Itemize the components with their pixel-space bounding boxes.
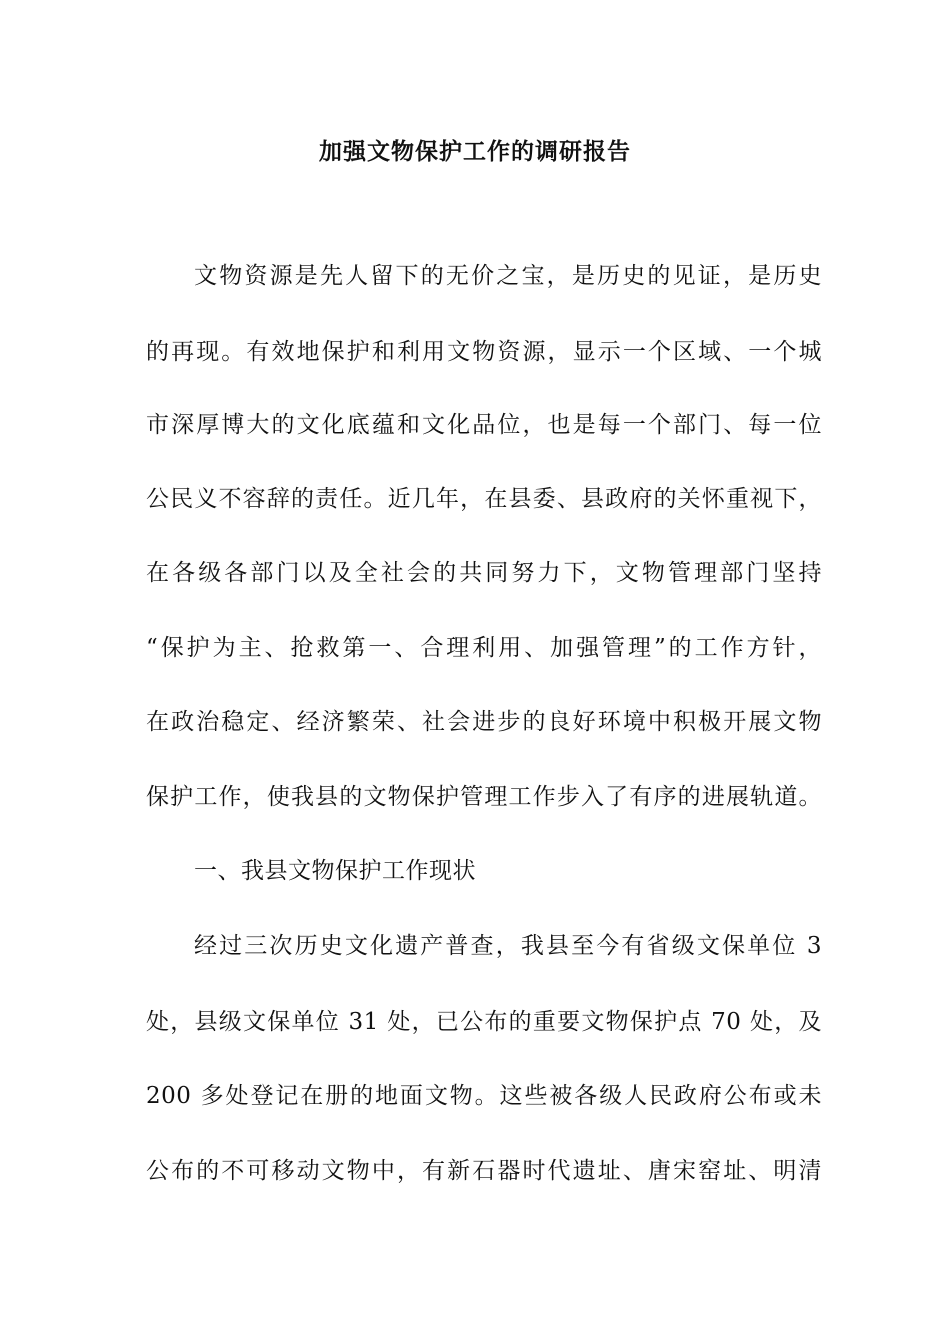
paragraph-line: 的再现。有效地保护和利用文物资源，显示一个区域、一个城 xyxy=(146,339,822,365)
paragraph-line: 在各级各部门以及全社会的共同努力下，文物管理部门坚持 xyxy=(146,560,822,586)
paragraph-line: 公布的不可移动文物中，有新石器时代遗址、唐宋窑址、明清 xyxy=(146,1158,822,1184)
paragraph-line: 经过三次历史文化遗产普查，我县至今有省级文保单位 3 xyxy=(194,933,822,959)
paragraph-line: “保护为主、抢救第一、合理利用、加强管理”的工作方针， xyxy=(146,635,822,661)
paragraph-line: 处，县级文保单位 31 处，已公布的重要文物保护点 70 处，及 xyxy=(146,1009,822,1035)
paragraph-line: 在政治稳定、经济繁荣、社会进步的良好环境中积极开展文物 xyxy=(146,709,822,735)
section-heading: 一、我县文物保护工作现状 xyxy=(194,858,476,884)
paragraph-line: 保护工作，使我县的文物保护管理工作步入了有序的进展轨道。 xyxy=(146,784,822,810)
paragraph-line: 市深厚博大的文化底蕴和文化品位，也是每一个部门、每一位 xyxy=(146,412,822,438)
paragraph-line: 200 多处登记在册的地面文物。这些被各级人民政府公布或未 xyxy=(146,1083,822,1109)
document-title: 加强文物保护工作的调研报告 xyxy=(319,138,631,165)
paragraph-line: 文物资源是先人留下的无价之宝，是历史的见证，是历史 xyxy=(194,263,822,289)
paragraph-line: 公民义不容辞的责任。近几年，在县委、县政府的关怀重视下， xyxy=(146,486,822,512)
